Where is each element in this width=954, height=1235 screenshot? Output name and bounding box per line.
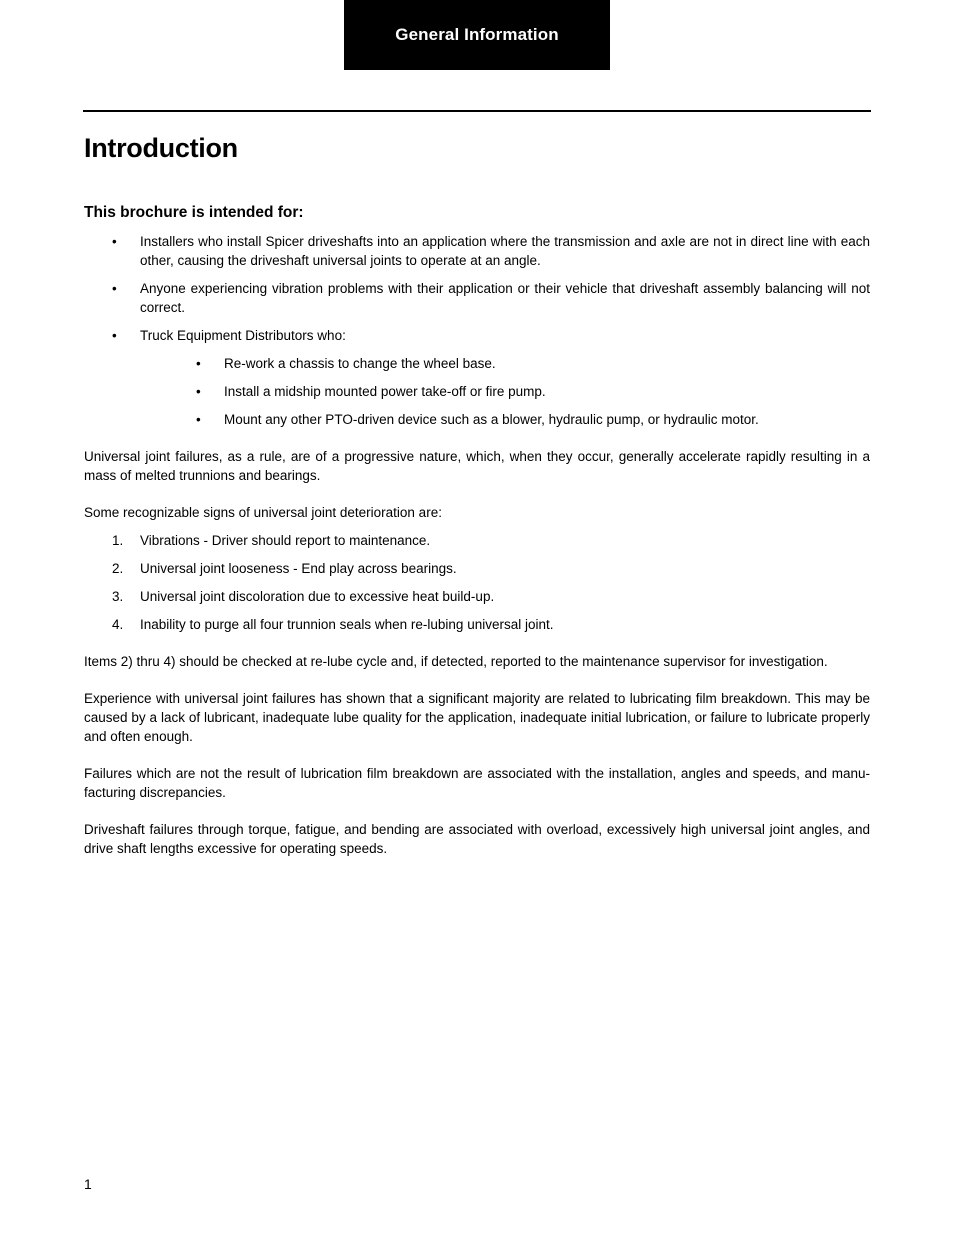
- sub-list-item: [140, 410, 870, 429]
- page-number: 1: [84, 1176, 92, 1192]
- bullet-marker: •: [112, 328, 117, 343]
- page-content: [84, 128, 870, 858]
- paragraph-non-lubrication: Failures which are not the result of lubrication film breakdown are associated with the installation, angles and speeds, and manu-facturing discrepancies.: [84, 766, 870, 800]
- bullet-marker: •: [196, 356, 201, 371]
- bullet-marker: •: [196, 384, 201, 399]
- paragraph-signs-intro: Some recognizable signs of universal joint deterioration are:: [84, 505, 442, 520]
- section-tab: [344, 0, 610, 70]
- audience-heading: This brochure is intended for:: [84, 204, 304, 221]
- list-item: [84, 279, 870, 317]
- paragraph-failure-nature: Universal joint failures, as a rule, are of a progressive nature, which, when they occur, generally accelerate rapidly resulting in a mass of melted trunnions and bearings.: [84, 449, 870, 483]
- numbered-item-text: Universal joint looseness - End play across bearings.: [140, 561, 457, 576]
- paragraph-items-check: Items 2) thru 4) should be checked at re-lube cycle and, if detected, reported to the maintenance supervisor for investigation.: [84, 654, 828, 669]
- number-marker: 4.: [112, 617, 124, 632]
- paragraph-driveshaft: Driveshaft failures through torque, fatigue, and bending are associated with overload, excessively high universal joint angles, and drive shaft lengths excessive for operating speeds.: [84, 822, 870, 856]
- numbered-item-text: Universal joint discoloration due to excessive heat build-up.: [140, 589, 495, 604]
- list-item: [84, 232, 870, 270]
- list-item-text: Anyone experiencing vibration problems with their application or their vehicle that driveshaft assembly balancing will not correct.: [140, 281, 870, 315]
- numbered-item: [84, 615, 870, 634]
- bullet-marker: •: [112, 281, 117, 296]
- list-item-text: Installers who install Spicer driveshafts into an application where the transmission and axle are not in direct line with each other, causing the driveshaft universal joints to operate at an angle.: [140, 234, 870, 268]
- number-marker: 2.: [112, 561, 124, 576]
- bullet-marker: •: [112, 234, 117, 249]
- numbered-item: [84, 587, 870, 606]
- sub-list-item-text: Mount any other PTO-driven device such as a blower, hydraulic pump, or hydraulic motor.: [224, 412, 759, 427]
- sub-list-item-text: Re-work a chassis to change the wheel base.: [224, 356, 496, 371]
- deterioration-signs-list: [84, 531, 870, 634]
- numbered-item-text: Vibrations - Driver should report to maintenance.: [140, 533, 431, 548]
- header-rule: [83, 110, 871, 112]
- number-marker: 1.: [112, 533, 124, 548]
- page-title: Introduction: [84, 133, 238, 163]
- sub-list-item-text: Install a midship mounted power take-off or fire pump.: [224, 384, 546, 399]
- sub-list-item: [140, 382, 870, 401]
- list-item-text: Truck Equipment Distributors who:: [140, 328, 346, 343]
- list-item: [84, 326, 870, 429]
- distributor-sublist: [140, 354, 870, 429]
- numbered-item: [84, 559, 870, 578]
- bullet-marker: •: [196, 412, 201, 427]
- section-tab-label: General Information: [395, 25, 559, 44]
- audience-list: [84, 232, 870, 429]
- numbered-item-text: Inability to purge all four trunnion seals when re-lubing universal joint.: [140, 617, 554, 632]
- paragraph-lubrication: Experience with universal joint failures has shown that a significant majority are related to lubricating film breakdown. This may be caused by a lack of lubricant, inadequate lube quality for the application, inadequate initial lubrication, or failure to lubricate properly and often enough.: [84, 691, 870, 744]
- numbered-item: [84, 531, 870, 550]
- number-marker: 3.: [112, 589, 124, 604]
- sub-list-item: [140, 354, 870, 373]
